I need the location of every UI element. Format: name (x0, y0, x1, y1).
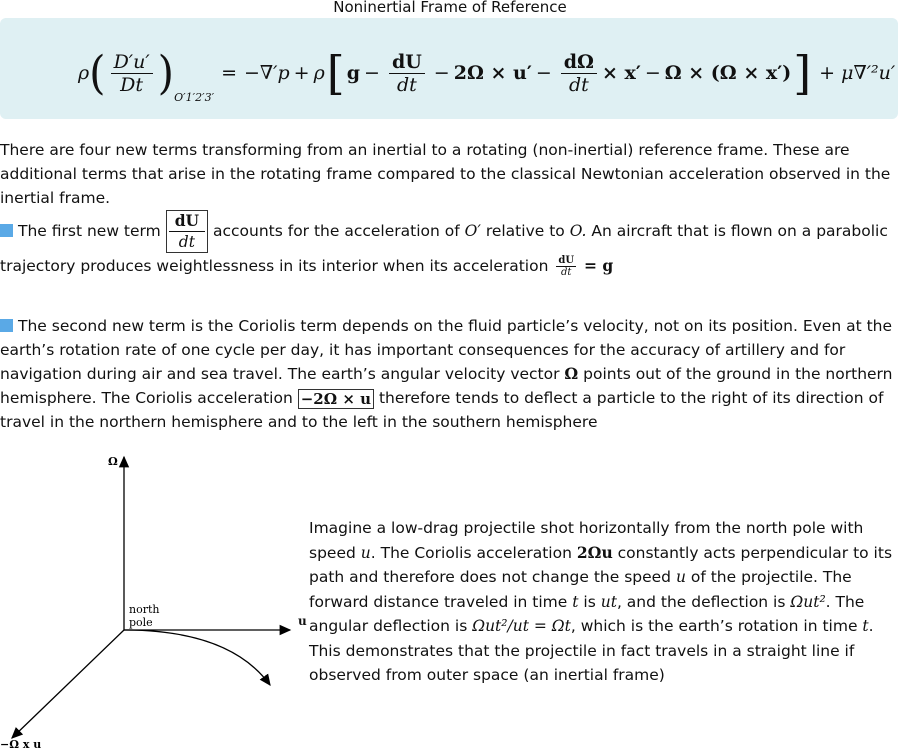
speed-u: u (360, 543, 371, 562)
first-term-post2: relative to (485, 222, 565, 240)
page-title: Noninertial Frame of Reference (333, 0, 567, 16)
second-term-post: therefore tends to deflect a particle to the right of its direction of travel in the northern hemisphere and to the left in the southern hemisphere (0, 389, 884, 431)
first-term-pre: The first new term (18, 222, 161, 240)
minus-sign: − (364, 62, 380, 84)
lhs-numerator: D′u′ (111, 51, 153, 74)
gravity-term: g (346, 62, 361, 84)
right-paren: ) (157, 45, 175, 100)
north-pole-label-2: pole (129, 616, 153, 629)
bullet-square-icon-2 (0, 319, 13, 332)
projectile-text-8: , which is the earth’s rotation in time (570, 617, 863, 635)
minus-sign-2: − (433, 62, 450, 84)
projectile-text-4: of the projectile. The forward distance traveled in time (309, 568, 852, 611)
lhs-denominator: Dt (120, 73, 144, 96)
rho-symbol-2: ρ (313, 62, 325, 84)
equals-g: = g (584, 256, 614, 275)
viscous-term: + μ∇′²u′ (819, 62, 896, 84)
boxed-dt: dt (178, 233, 195, 251)
minus-sign-3: − (535, 62, 552, 84)
left-paren: ( (89, 45, 106, 100)
rho-symbol: ρ (78, 62, 90, 84)
right-bracket: ] (793, 46, 812, 100)
dt-denominator: dt (396, 73, 417, 96)
equals-sign: = (221, 62, 237, 84)
cross-x-term: × x′ (601, 62, 641, 84)
equation-box (0, 18, 898, 119)
projectile-text-5: is (578, 592, 601, 611)
second-term-mid: points out of the ground in the northern hemisphere. The Coriolis acceleration (0, 365, 893, 407)
inline-du-dt (556, 255, 576, 278)
neg-omega-cross-u-label: −Ω x u (0, 738, 42, 750)
neg-omega-cross-u-axis (12, 630, 124, 738)
angular-deflection-expression: Ωut²/ut = Ωt (472, 617, 571, 635)
boxed-coriolis: −2Ω × u (298, 389, 374, 409)
boxed-du-dt (166, 210, 208, 253)
first-term-post1: accounts for the acceleration of (212, 222, 460, 240)
dt-denominator-2: dt (568, 73, 589, 96)
projectile-text-9: . This demonstrates that the projectile in fact travels in a straight line if observed from outer space (an inertial frame) (309, 617, 874, 684)
minus-sign-4: − (644, 62, 661, 84)
omega-vector: Ω (564, 364, 579, 383)
time-t-2: t (862, 617, 869, 635)
coriolis-2omega-u: 2Ωu (576, 542, 613, 562)
bullet-square-icon (0, 224, 13, 237)
centrifugal-term: Ω × (Ω × x′) (664, 62, 792, 84)
first-term-paragraph (0, 210, 900, 279)
projectile-text-2: . The Coriolis acceleration (370, 543, 577, 562)
second-term-paragraph (0, 314, 900, 434)
north-pole-label-1: north (129, 603, 160, 616)
o-prime: O′ (464, 222, 481, 240)
second-term-pre: The second new term is the Coriolis term depends on the fluid particle’s velocity, not on its position. Even at the earth’s rotation rate of one cycle per day, it has important consequences for the accuracy of artillery and for navigation during air and sea travel. The earth’s angular velocity vector (0, 317, 893, 383)
coriolis-term: 2Ω × u′ (453, 62, 532, 84)
o-symbol: O. (569, 222, 587, 240)
plus-sign: + (293, 62, 310, 84)
intro-paragraph: There are four new terms transforming from an inertial to a rotating (non-inertial) reference frame. These are additional terms that arise in the rotating frame compared to the classical Newtonian acceleration observed in the inertial frame. (0, 141, 891, 207)
projectile-text-6: , and the deflection is (616, 592, 791, 611)
origin-acceleration-fraction (389, 51, 425, 96)
inline-du: dU (558, 255, 575, 266)
speed-u-2: u (675, 568, 686, 586)
angular-acceleration-fraction (561, 51, 597, 96)
coriolis-diagram (0, 445, 320, 750)
time-t: t (572, 592, 579, 611)
u-axis-label: u (298, 614, 307, 628)
projectile-text-3: constantly acts perpendicular to its path and therefore does not change the speed (309, 543, 893, 586)
momentum-equation (78, 45, 896, 104)
projectile-text-7: . The angular deflection is (309, 592, 865, 635)
domega-numerator: dΩ (561, 51, 597, 74)
projectile-trajectory (124, 630, 270, 685)
inline-dt: dt (561, 267, 572, 278)
omega-axis-label: Ω (108, 455, 118, 468)
first-term-post3: An aircraft that is flown on a parabolic trajectory produces weightlessness in its interior when its acceleration (0, 222, 888, 275)
left-bracket: [ (326, 46, 345, 100)
lhs-subscript: O′1′2′3′ (174, 91, 215, 104)
projectile-text-1: Imagine a low-drag projectile shot horizontally from the north pole with speed (309, 519, 864, 562)
projectile-paragraph (309, 516, 900, 688)
distance-ut: ut (600, 592, 617, 611)
lhs-fraction (111, 51, 153, 96)
pressure-gradient-term: −∇′p (244, 62, 290, 84)
boxed-du: dU (169, 211, 205, 232)
deflection-expression: Ωut² (790, 592, 826, 611)
du-numerator: dU (389, 51, 425, 74)
